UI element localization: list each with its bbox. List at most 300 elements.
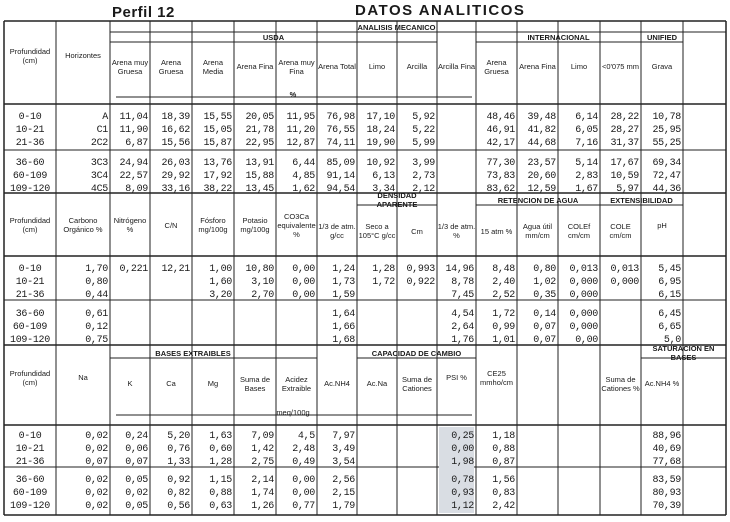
column-header: Suma de Cationes % (601, 374, 640, 393)
table-cell (437, 171, 476, 183)
table-cell (397, 488, 437, 500)
table-cell: 28,22 (610, 112, 639, 123)
table-cell: 0,05 (125, 475, 148, 486)
table-cell: 0,60 (209, 444, 232, 455)
table-cell: 5,45 (658, 264, 681, 275)
table-cell: 2,70 (251, 290, 274, 301)
column-header: Arena Gruesa (484, 57, 509, 76)
table-cell: 0,63 (209, 501, 232, 512)
table-cell: 12,59 (527, 184, 556, 195)
table-cell: 10,80 (245, 264, 274, 275)
table-cell (276, 335, 317, 347)
table-cell (397, 457, 437, 469)
table-cell (558, 475, 600, 487)
table-cell: 7,45 (451, 290, 474, 301)
column-header: Profundidad (cm) (9, 368, 51, 387)
table-cell: 2,12 (412, 184, 435, 195)
table-cell (437, 125, 476, 137)
table-cell (110, 277, 150, 289)
table-cell: 1,01 (492, 335, 515, 346)
table-cell: 6,45 (658, 309, 681, 320)
table-cell (357, 457, 397, 469)
table-cell: 5,92 (412, 112, 435, 123)
table-cell: 23,57 (527, 158, 556, 169)
table-cell: 0,61 (85, 309, 108, 320)
table-cell (110, 309, 150, 321)
table-cell: 0-10 (18, 431, 42, 442)
extensibilidad-label: EXTENSIBILIDAD (610, 195, 673, 205)
analisis-mecanico-label: ANALISIS MECANICO (357, 22, 436, 32)
table-cell: 11,04 (119, 112, 148, 123)
table-cell: 3,49 (332, 444, 355, 455)
column-header: Arcilla Fina (437, 62, 476, 71)
column-header: Arena Gruesa (158, 57, 184, 76)
document-title: DATOS ANALITICOS (355, 2, 526, 19)
table-cell: 1,28 (209, 457, 232, 468)
table-cell: 5,99 (412, 138, 435, 149)
column-header: COLEf cm/cm (567, 222, 591, 240)
table-cell: 73,83 (486, 171, 515, 182)
table-cell: 0,922 (406, 277, 435, 288)
column-header: COLE cm/cm (609, 222, 632, 240)
table-cell: 0,993 (406, 264, 435, 275)
table-cell (558, 444, 600, 456)
table-cell: 0,82 (167, 488, 190, 499)
column-header: Grava (651, 62, 673, 71)
column-header: Seco a 105°C g/cc (358, 222, 396, 240)
table-cell: 6,05 (575, 125, 598, 136)
table-cell: 18,24 (366, 125, 395, 136)
table-cell: 1,64 (332, 309, 355, 320)
table-cell: 1,74 (251, 488, 274, 499)
table-cell: 3C4 (90, 171, 108, 182)
table-cell: 0,013 (610, 264, 639, 275)
table-cell: 60-109 (12, 171, 48, 182)
table-cell: 0,00 (575, 335, 598, 346)
table-cell: 18,39 (161, 112, 190, 123)
column-header: PSI % (446, 373, 467, 382)
table-cell (357, 501, 397, 513)
table-cell: 0,07 (125, 457, 148, 468)
column-header: Agua útil mm/cm (522, 222, 553, 240)
table-cell: 17,92 (203, 171, 232, 182)
column-header: Arena Total (318, 62, 356, 71)
table-cell (357, 444, 397, 456)
bases-label: BASES EXTRAIBLES (155, 348, 231, 358)
table-cell: 77,30 (486, 158, 515, 169)
internacional-label: INTERNACIONAL (527, 33, 590, 42)
table-cell: 5,22 (412, 125, 435, 136)
table-cell: 5,20 (167, 431, 190, 442)
table-cell: 12,87 (286, 138, 315, 149)
column-header: Profundidad (cm) (9, 46, 51, 65)
column-header: Limo (570, 62, 588, 71)
table-cell: 38,22 (203, 184, 232, 195)
column-header: Arena Fina (519, 62, 556, 71)
table-cell: 1,24 (332, 264, 355, 275)
table-cell: 24,94 (119, 158, 148, 169)
table-cell (517, 431, 558, 443)
column-header: Carbono Orgánico % (63, 216, 103, 234)
table-cell: 74,11 (326, 138, 355, 149)
table-cell: 13,76 (203, 158, 232, 169)
table-cell (517, 488, 558, 500)
column-header (517, 348, 558, 407)
table-cell: 1,72 (492, 309, 515, 320)
column-header: Limo (368, 62, 386, 71)
table-cell: 1,56 (492, 475, 515, 486)
table-cell: 21-36 (15, 138, 45, 149)
table-cell: 60-109 (12, 322, 48, 333)
table-cell (517, 457, 558, 469)
column-header: Suma de Cationes (401, 374, 433, 393)
column-header: pH (657, 220, 667, 230)
table-cell (600, 431, 641, 443)
table-cell: 2,42 (492, 501, 515, 512)
table-cell: 1,15 (209, 475, 232, 486)
table-cell (357, 309, 397, 321)
table-cell: 1,70 (85, 264, 108, 275)
table-cell: 15,88 (245, 171, 274, 182)
table-cell: 6,13 (372, 171, 395, 182)
table-cell (517, 475, 558, 487)
table-cell: 31,37 (610, 138, 639, 149)
table-cell: 0,02 (85, 501, 108, 512)
table-cell: 0,56 (167, 501, 190, 512)
table-cell: 2,52 (492, 290, 515, 301)
table-cell: 10,78 (652, 112, 681, 123)
table-cell: 2,75 (251, 457, 274, 468)
table-cell: 0,49 (292, 457, 315, 468)
table-cell: 83,59 (652, 475, 681, 486)
table-cell: 5,97 (616, 184, 639, 195)
table-cell: 48,46 (486, 112, 515, 123)
table-cell (397, 322, 437, 334)
table-cell: 0,02 (85, 431, 108, 442)
table-cell: A (102, 112, 108, 123)
table-cell (517, 501, 558, 513)
table-cell: 0,000 (569, 309, 598, 320)
table-cell: 85,09 (326, 158, 355, 169)
table-cell: 1,72 (372, 277, 395, 288)
table-cell: 36-60 (15, 158, 45, 169)
table-cell: 10-21 (15, 277, 45, 288)
saturacion-label: SATURACION EN BASES (652, 344, 715, 362)
table-cell: 94,54 (326, 184, 355, 195)
table-cell (357, 431, 397, 443)
table-cell (558, 501, 600, 513)
table-cell: 17,10 (366, 112, 395, 123)
table-cell: 80,93 (652, 488, 681, 499)
column-header: Arena muy Gruesa (111, 57, 149, 76)
retencion-label: RETENCION DE AGUA (497, 195, 579, 205)
table-cell (276, 309, 317, 321)
column-header: Ac.NH4 (324, 379, 350, 388)
table-cell: 0,83 (492, 488, 515, 499)
table-cell (397, 309, 437, 321)
table-cell: 0,05 (125, 501, 148, 512)
table-cell: 5,0 (663, 335, 681, 346)
table-cell: 16,62 (161, 125, 190, 136)
table-cell: 13,45 (245, 184, 274, 195)
table-cell: 70,39 (652, 501, 681, 512)
table-cell: 109-120 (10, 501, 50, 512)
column-header: C/N (164, 220, 178, 230)
table-cell: 0,02 (85, 444, 108, 455)
table-cell: 2C2 (90, 138, 108, 149)
table-cell: 20,60 (527, 171, 556, 182)
table-cell (600, 457, 641, 469)
table-cell: 72,47 (652, 171, 681, 182)
table-cell: C1 (96, 125, 108, 136)
table-cell: 21-36 (15, 290, 45, 301)
table-cell (600, 501, 641, 513)
table-cell (397, 431, 437, 443)
table-cell (600, 322, 641, 334)
table-cell: 2,64 (451, 322, 474, 333)
table-cell: 0,07 (85, 457, 108, 468)
table-cell: 0,93 (451, 488, 474, 499)
table-cell: 1,73 (332, 277, 355, 288)
table-cell: 0,07 (533, 322, 556, 333)
table-cell (397, 335, 437, 347)
usda-label: USDA (262, 33, 285, 42)
table-cell (558, 488, 600, 500)
column-header (558, 348, 600, 407)
table-cell: 0,02 (125, 488, 148, 499)
table-cell: 0,75 (85, 335, 108, 346)
table-cell (276, 322, 317, 334)
profile-title: Perfil 12 (112, 4, 175, 21)
table-cell: 83,62 (486, 184, 515, 195)
column-header: Potasio mg/100g (240, 216, 270, 234)
table-cell (437, 184, 476, 196)
table-cell: 0,99 (492, 322, 515, 333)
table-cell: 0,78 (451, 475, 474, 486)
table-cell (558, 457, 600, 469)
table-cell (600, 444, 641, 456)
table-cell: 15,87 (203, 138, 232, 149)
table-cell (600, 335, 641, 347)
table-cell: 60-109 (12, 488, 48, 499)
table-cell: 0,35 (533, 290, 556, 301)
table-cell: 7,09 (251, 431, 274, 442)
table-cell: 20,05 (245, 112, 274, 123)
table-cell: 0,013 (569, 264, 598, 275)
table-cell: 109-120 (10, 184, 50, 195)
column-header: Ac.Na (366, 379, 388, 388)
table-cell: 8,09 (125, 184, 148, 195)
table-cell (150, 309, 192, 321)
table-cell: 1,02 (533, 277, 556, 288)
column-header: 1/3 de atm. g/cc (318, 222, 356, 240)
column-header: K (127, 379, 133, 388)
column-header: Na (78, 373, 88, 382)
table-cell: 0,00 (292, 475, 315, 486)
column-header: Ac.NH4 % (644, 379, 680, 388)
table-cell (234, 335, 276, 347)
table-cell: 22,57 (119, 171, 148, 182)
table-cell: 40,69 (652, 444, 681, 455)
table-cell: 3,10 (251, 277, 274, 288)
table-cell: 36-60 (15, 475, 45, 486)
table-cell: 76,98 (326, 112, 355, 123)
table-cell: 0,80 (533, 264, 556, 275)
table-cell (600, 290, 641, 302)
capacidad-label: CAPACIDAD DE CAMBIO (371, 348, 462, 358)
table-cell: 2,40 (492, 277, 515, 288)
table-cell (397, 290, 437, 302)
column-header: Arena Media (202, 57, 224, 76)
table-cell: 1,12 (451, 501, 474, 512)
table-cell: 39,48 (527, 112, 556, 123)
table-cell: 19,90 (366, 138, 395, 149)
table-cell: 0,44 (85, 290, 108, 301)
table-cell (517, 444, 558, 456)
table-cell: 2,73 (412, 171, 435, 182)
table-cell: 6,95 (658, 277, 681, 288)
table-cell (357, 290, 397, 302)
table-cell: 0,02 (85, 488, 108, 499)
table-cell: 0,02 (85, 475, 108, 486)
table-cell: 0,000 (610, 277, 639, 288)
column-header: Ca (166, 379, 176, 388)
column-header: 1/3 de atm. % (437, 222, 476, 240)
table-cell: 3,34 (372, 184, 395, 195)
table-cell: 0,14 (533, 309, 556, 320)
table-cell (150, 277, 192, 289)
table-cell: 26,03 (161, 158, 190, 169)
table-cell: 44,68 (527, 138, 556, 149)
table-cell: 1,68 (332, 335, 355, 346)
table-cell (234, 309, 276, 321)
table-cell: 6,44 (292, 158, 315, 169)
percent-label: % (289, 90, 297, 99)
table-cell (558, 431, 600, 443)
table-cell: 42,17 (486, 138, 515, 149)
table-cell: 77,68 (652, 457, 681, 468)
table-cell: 7,16 (575, 138, 598, 149)
column-header: Arena Fina (236, 62, 274, 71)
table-cell: 6,15 (658, 290, 681, 301)
table-cell: 69,34 (652, 158, 681, 169)
column-header: Profundidad (cm) (9, 216, 51, 234)
table-cell: 2,48 (292, 444, 315, 455)
column-header: Cm (411, 226, 423, 236)
table-cell: 36-60 (15, 309, 45, 320)
column-header: Arena muy Fina (278, 57, 315, 76)
table-cell: 5,14 (575, 158, 598, 169)
table-cell: 0,80 (85, 277, 108, 288)
table-cell: 7,97 (332, 431, 355, 442)
table-cell (357, 335, 397, 347)
table-cell: 0,88 (492, 444, 515, 455)
table-cell: 28,27 (610, 125, 639, 136)
table-cell: 3,20 (209, 290, 232, 301)
table-cell (357, 322, 397, 334)
table-cell: 41,82 (527, 125, 556, 136)
table-cell: 0,92 (167, 475, 190, 486)
table-cell: 1,26 (251, 501, 274, 512)
table-cell: 1,79 (332, 501, 355, 512)
table-cell (150, 322, 192, 334)
table-cell: 2,15 (332, 488, 355, 499)
table-cell (110, 322, 150, 334)
table-cell: 91,14 (326, 171, 355, 182)
table-cell (110, 290, 150, 302)
table-cell (397, 475, 437, 487)
table-cell: 6,65 (658, 322, 681, 333)
table-cell: 11,90 (119, 125, 148, 136)
table-cell: 0,00 (292, 264, 315, 275)
column-header: Fósforo mg/100g (198, 216, 228, 234)
table-cell: 0,00 (292, 277, 315, 288)
table-cell: 55,25 (652, 138, 681, 149)
table-cell: 25,95 (652, 125, 681, 136)
table-cell (437, 158, 476, 170)
unified-label: UNIFIED (647, 33, 677, 42)
meq-label: meq/100g (276, 408, 310, 417)
table-cell: 4,85 (292, 171, 315, 182)
table-cell: 6,14 (575, 112, 598, 123)
table-cell: 1,18 (492, 431, 515, 442)
table-cell: 1,33 (167, 457, 190, 468)
column-header: Mg (207, 379, 219, 388)
table-cell: 8,48 (492, 264, 515, 275)
table-cell: 15,55 (203, 112, 232, 123)
column-header: Suma de Bases (239, 374, 271, 393)
table-cell: 15,05 (203, 125, 232, 136)
table-cell: 2,56 (332, 475, 355, 486)
table-cell: 0,06 (125, 444, 148, 455)
table-cell: 1,60 (209, 277, 232, 288)
table-cell: 21,78 (245, 125, 274, 136)
table-cell: 3,99 (412, 158, 435, 169)
table-cell: 0,000 (569, 290, 598, 301)
table-cell: 46,91 (486, 125, 515, 136)
table-cell: 1,67 (575, 184, 598, 195)
table-cell: 0,76 (167, 444, 190, 455)
table-cell (437, 138, 476, 150)
table-cell (192, 322, 234, 334)
table-cell: 0,24 (125, 431, 148, 442)
table-cell: 0,00 (451, 444, 474, 455)
table-cell: 15,56 (161, 138, 190, 149)
table-cell (234, 322, 276, 334)
column-header: <0'075 mm (601, 62, 640, 71)
table-cell: 0-10 (18, 112, 42, 123)
table-cell: 0,221 (119, 264, 148, 275)
table-cell: 44,36 (652, 184, 681, 195)
table-cell: 33,16 (161, 184, 190, 195)
table-cell (357, 475, 397, 487)
column-header: 15 atm % (480, 226, 513, 236)
table-cell: 2,83 (575, 171, 598, 182)
table-cell: 22,95 (245, 138, 274, 149)
table-cell: 0,88 (209, 488, 232, 499)
table-cell: 0,77 (292, 501, 315, 512)
table-cell: 1,98 (451, 457, 474, 468)
table-cell: 13,91 (245, 158, 274, 169)
table-cell: 0,87 (492, 457, 515, 468)
table-cell: 0-10 (18, 264, 42, 275)
table-cell: 88,96 (652, 431, 681, 442)
column-header: Nitrógeno % (113, 216, 147, 234)
column-header: Acidez Extraible (281, 374, 312, 393)
table-cell: 10,92 (366, 158, 395, 169)
table-cell: 76,55 (326, 125, 355, 136)
table-cell: 11,95 (286, 112, 315, 123)
